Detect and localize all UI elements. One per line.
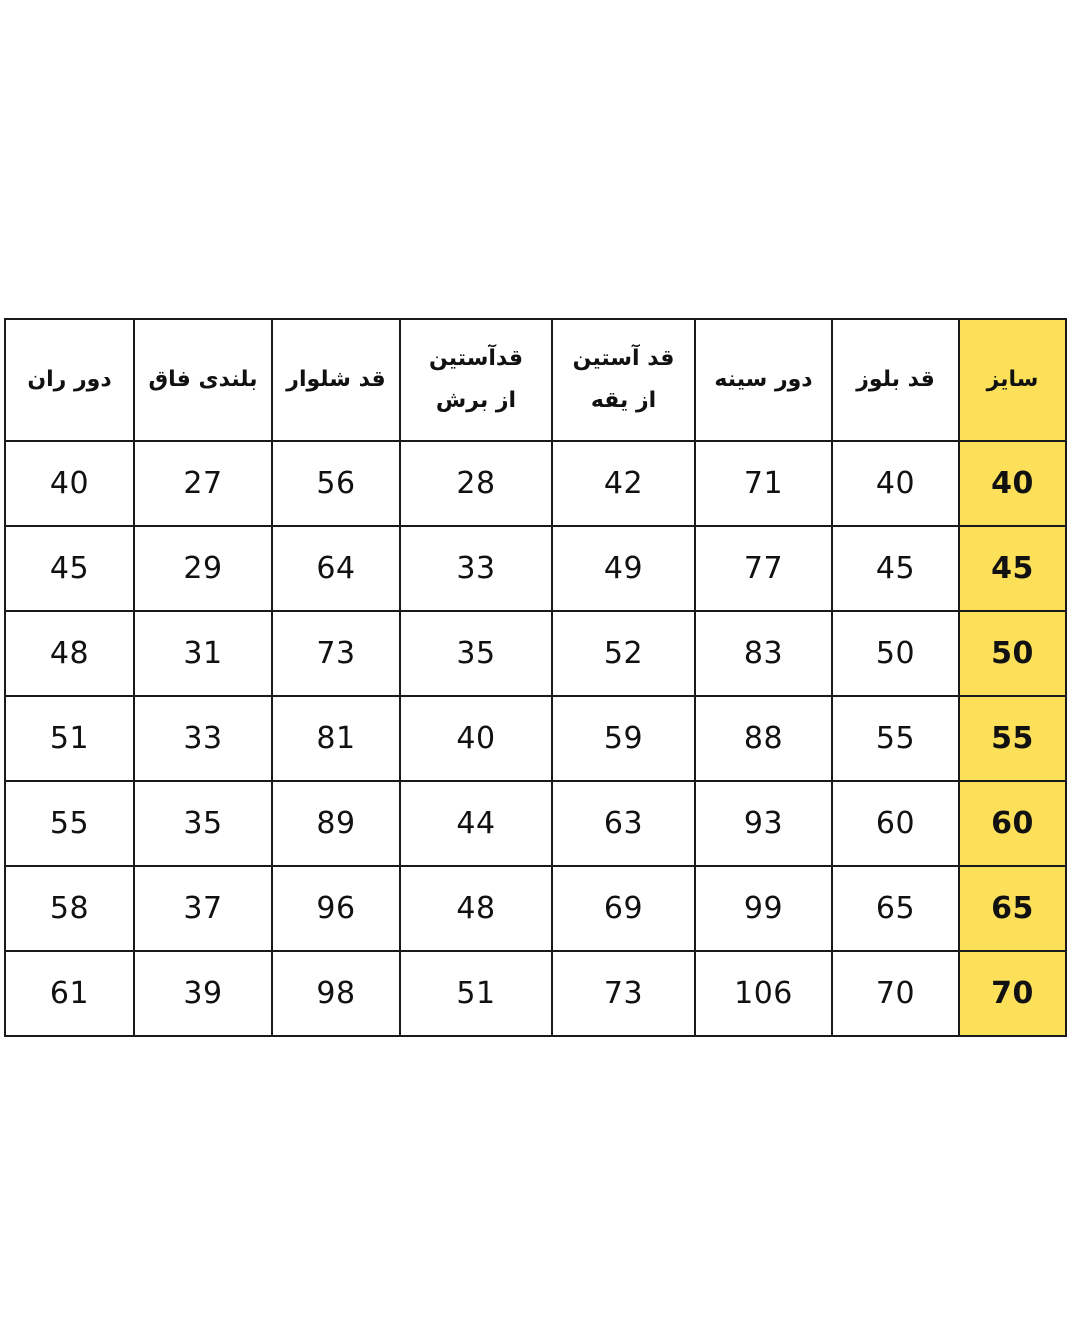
cell-blouse-length: 50 <box>832 611 959 696</box>
cell-thigh: 45 <box>5 526 134 611</box>
cell-blouse-length: 60 <box>832 781 959 866</box>
cell-crotch-height: 31 <box>134 611 272 696</box>
cell-size: 60 <box>959 781 1066 866</box>
cell-blouse-length: 45 <box>832 526 959 611</box>
size-chart <box>4 318 1065 1024</box>
cell-size: 65 <box>959 866 1066 951</box>
cell-thigh: 40 <box>5 441 134 526</box>
header-sleeve-from-collar: قد آستین از یقه <box>552 319 695 441</box>
cell-sleeve-from-cut: 48 <box>400 866 552 951</box>
header-crotch-height: بلندی فاق <box>134 319 272 441</box>
size-table <box>4 318 1067 1037</box>
cell-sleeve-from-cut: 44 <box>400 781 552 866</box>
table-row <box>5 441 1066 526</box>
cell-blouse-length: 40 <box>832 441 959 526</box>
cell-thigh: 61 <box>5 951 134 1036</box>
cell-pants-length: 81 <box>272 696 400 781</box>
cell-blouse-length: 55 <box>832 696 959 781</box>
cell-thigh: 58 <box>5 866 134 951</box>
cell-crotch-height: 39 <box>134 951 272 1036</box>
cell-thigh: 55 <box>5 781 134 866</box>
cell-pants-length: 98 <box>272 951 400 1036</box>
cell-sleeve-from-collar: 69 <box>552 866 695 951</box>
cell-sleeve-from-collar: 42 <box>552 441 695 526</box>
header-blouse-length: قد بلوز <box>832 319 959 441</box>
cell-sleeve-from-collar: 49 <box>552 526 695 611</box>
cell-sleeve-from-cut: 51 <box>400 951 552 1036</box>
cell-chest: 77 <box>695 526 832 611</box>
table-row <box>5 611 1066 696</box>
table-row <box>5 781 1066 866</box>
cell-chest: 71 <box>695 441 832 526</box>
cell-pants-length: 64 <box>272 526 400 611</box>
header-sleeve-from-cut: قدآستین از برش <box>400 319 552 441</box>
cell-pants-length: 89 <box>272 781 400 866</box>
cell-pants-length: 96 <box>272 866 400 951</box>
cell-sleeve-from-cut: 28 <box>400 441 552 526</box>
cell-chest: 99 <box>695 866 832 951</box>
cell-size: 50 <box>959 611 1066 696</box>
cell-thigh: 51 <box>5 696 134 781</box>
cell-sleeve-from-collar: 59 <box>552 696 695 781</box>
cell-sleeve-from-collar: 63 <box>552 781 695 866</box>
cell-crotch-height: 35 <box>134 781 272 866</box>
cell-pants-length: 56 <box>272 441 400 526</box>
header-pants-length: قد شلوار <box>272 319 400 441</box>
cell-size: 70 <box>959 951 1066 1036</box>
table-row <box>5 866 1066 951</box>
cell-size: 45 <box>959 526 1066 611</box>
cell-size: 55 <box>959 696 1066 781</box>
cell-sleeve-from-collar: 52 <box>552 611 695 696</box>
cell-size: 40 <box>959 441 1066 526</box>
header-thigh: دور ران <box>5 319 134 441</box>
cell-chest: 83 <box>695 611 832 696</box>
cell-blouse-length: 65 <box>832 866 959 951</box>
cell-chest: 93 <box>695 781 832 866</box>
cell-pants-length: 73 <box>272 611 400 696</box>
cell-chest: 88 <box>695 696 832 781</box>
cell-thigh: 48 <box>5 611 134 696</box>
cell-crotch-height: 37 <box>134 866 272 951</box>
table-row <box>5 526 1066 611</box>
cell-blouse-length: 70 <box>832 951 959 1036</box>
cell-chest: 106 <box>695 951 832 1036</box>
cell-crotch-height: 33 <box>134 696 272 781</box>
cell-sleeve-from-cut: 33 <box>400 526 552 611</box>
table-row <box>5 696 1066 781</box>
table-row <box>5 951 1066 1036</box>
header-chest: دور سینه <box>695 319 832 441</box>
header-row <box>5 319 1066 441</box>
cell-crotch-height: 27 <box>134 441 272 526</box>
cell-sleeve-from-cut: 35 <box>400 611 552 696</box>
cell-crotch-height: 29 <box>134 526 272 611</box>
header-size: سایز <box>959 319 1066 441</box>
cell-sleeve-from-cut: 40 <box>400 696 552 781</box>
cell-sleeve-from-collar: 73 <box>552 951 695 1036</box>
